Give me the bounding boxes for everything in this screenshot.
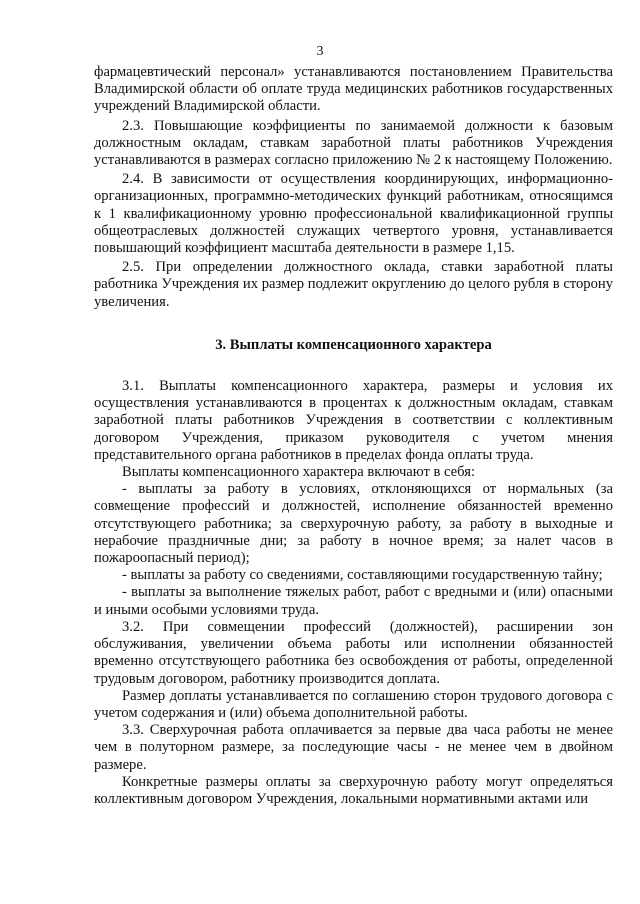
paragraph-2-4: 2.4. В зависимости от осуществления координирующих, информационно-организационных, программно-методических функций работникам, относящимся к 1 квалификационному уровню профессиональной квалификационной группы общеотраслевых должностей служащих четвертого уровня, устанавливается повышающий коэффициент масштаба деятельности в размере 1,15. — [94, 171, 613, 257]
paragraph-2-5: 2.5. При определении должностного оклада, ставки заработной платы работника Учреждения их размер подлежит округлению до целого рубля в сторону увеличения. — [94, 259, 613, 310]
paragraph-size: Размер доплаты устанавливается по соглашению сторон трудового договора с учетом содержания и (или) объема дополнительной работы. — [94, 687, 613, 721]
list-item: - выплаты за работу в условиях, отклоняющихся от нормальных (за совмещение профессий и должностей, исполнение обязанностей временно отсутствующего работника; за сверхурочную работу, за работу в выходные и нерабочие праздничные дни; за работу в ночное время; за налет часов в пожароопасный период); — [94, 481, 613, 567]
paragraph-3-3: 3.3. Сверхурочная работа оплачивается за первые два часа работы не менее чем в полуторном размере, за последующие часы - не менее чем в двойном размере. — [94, 722, 613, 773]
list-item: - выплаты за выполнение тяжелых работ, работ с вредными и (или) опасными и иными особыми условиями труда. — [94, 584, 613, 618]
paragraph-concrete: Конкретные размеры оплаты за сверхурочную работу могут определяться коллективным договором Учреждения, локальными нормативными актами или — [94, 773, 613, 807]
paragraph-3-2: 3.2. При совмещении профессий (должностей), расширении зон обслуживания, увеличении объема работы или исполнении обязанностей временно отсутствующего работника без освобождения от работы, определенной трудовым договором, работнику производится доплата. — [94, 618, 613, 687]
paragraph-2-3: 2.3. Повышающие коэффициенты по занимаемой должности к базовым должностным окладам, ставкам заработной платы работников Учреждения устанавливаются в размерах согласно приложению № 2 к настоящему Положению. — [94, 117, 613, 169]
paragraph-3-1: 3.1. Выплаты компенсационного характера, размеры и условия их осуществления устанавливаются в процентах к должностным окладам, ставкам заработной платы работников Учреждения в соответствии с коллективным договором Учреждения, приказом руководителя с учетом мнения представительного органа работников в пределах фонда оплаты труда. — [94, 378, 613, 463]
paragraph-continuation: фармацевтический персонал» устанавливаются постановлением Правительства Владимирской области об оплате труда медицинских работников государственных учреждений Владимирской области. — [94, 64, 613, 115]
page-number: 3 — [316, 44, 324, 59]
section-title: 3. Выплаты компенсационного характера — [215, 336, 492, 353]
list-item: - выплаты за работу со сведениями, составляющими государственную тайну; — [122, 567, 603, 584]
paragraph-includes: Выплаты компенсационного характера включают в себя: — [122, 464, 475, 481]
document-body — [94, 64, 613, 808]
